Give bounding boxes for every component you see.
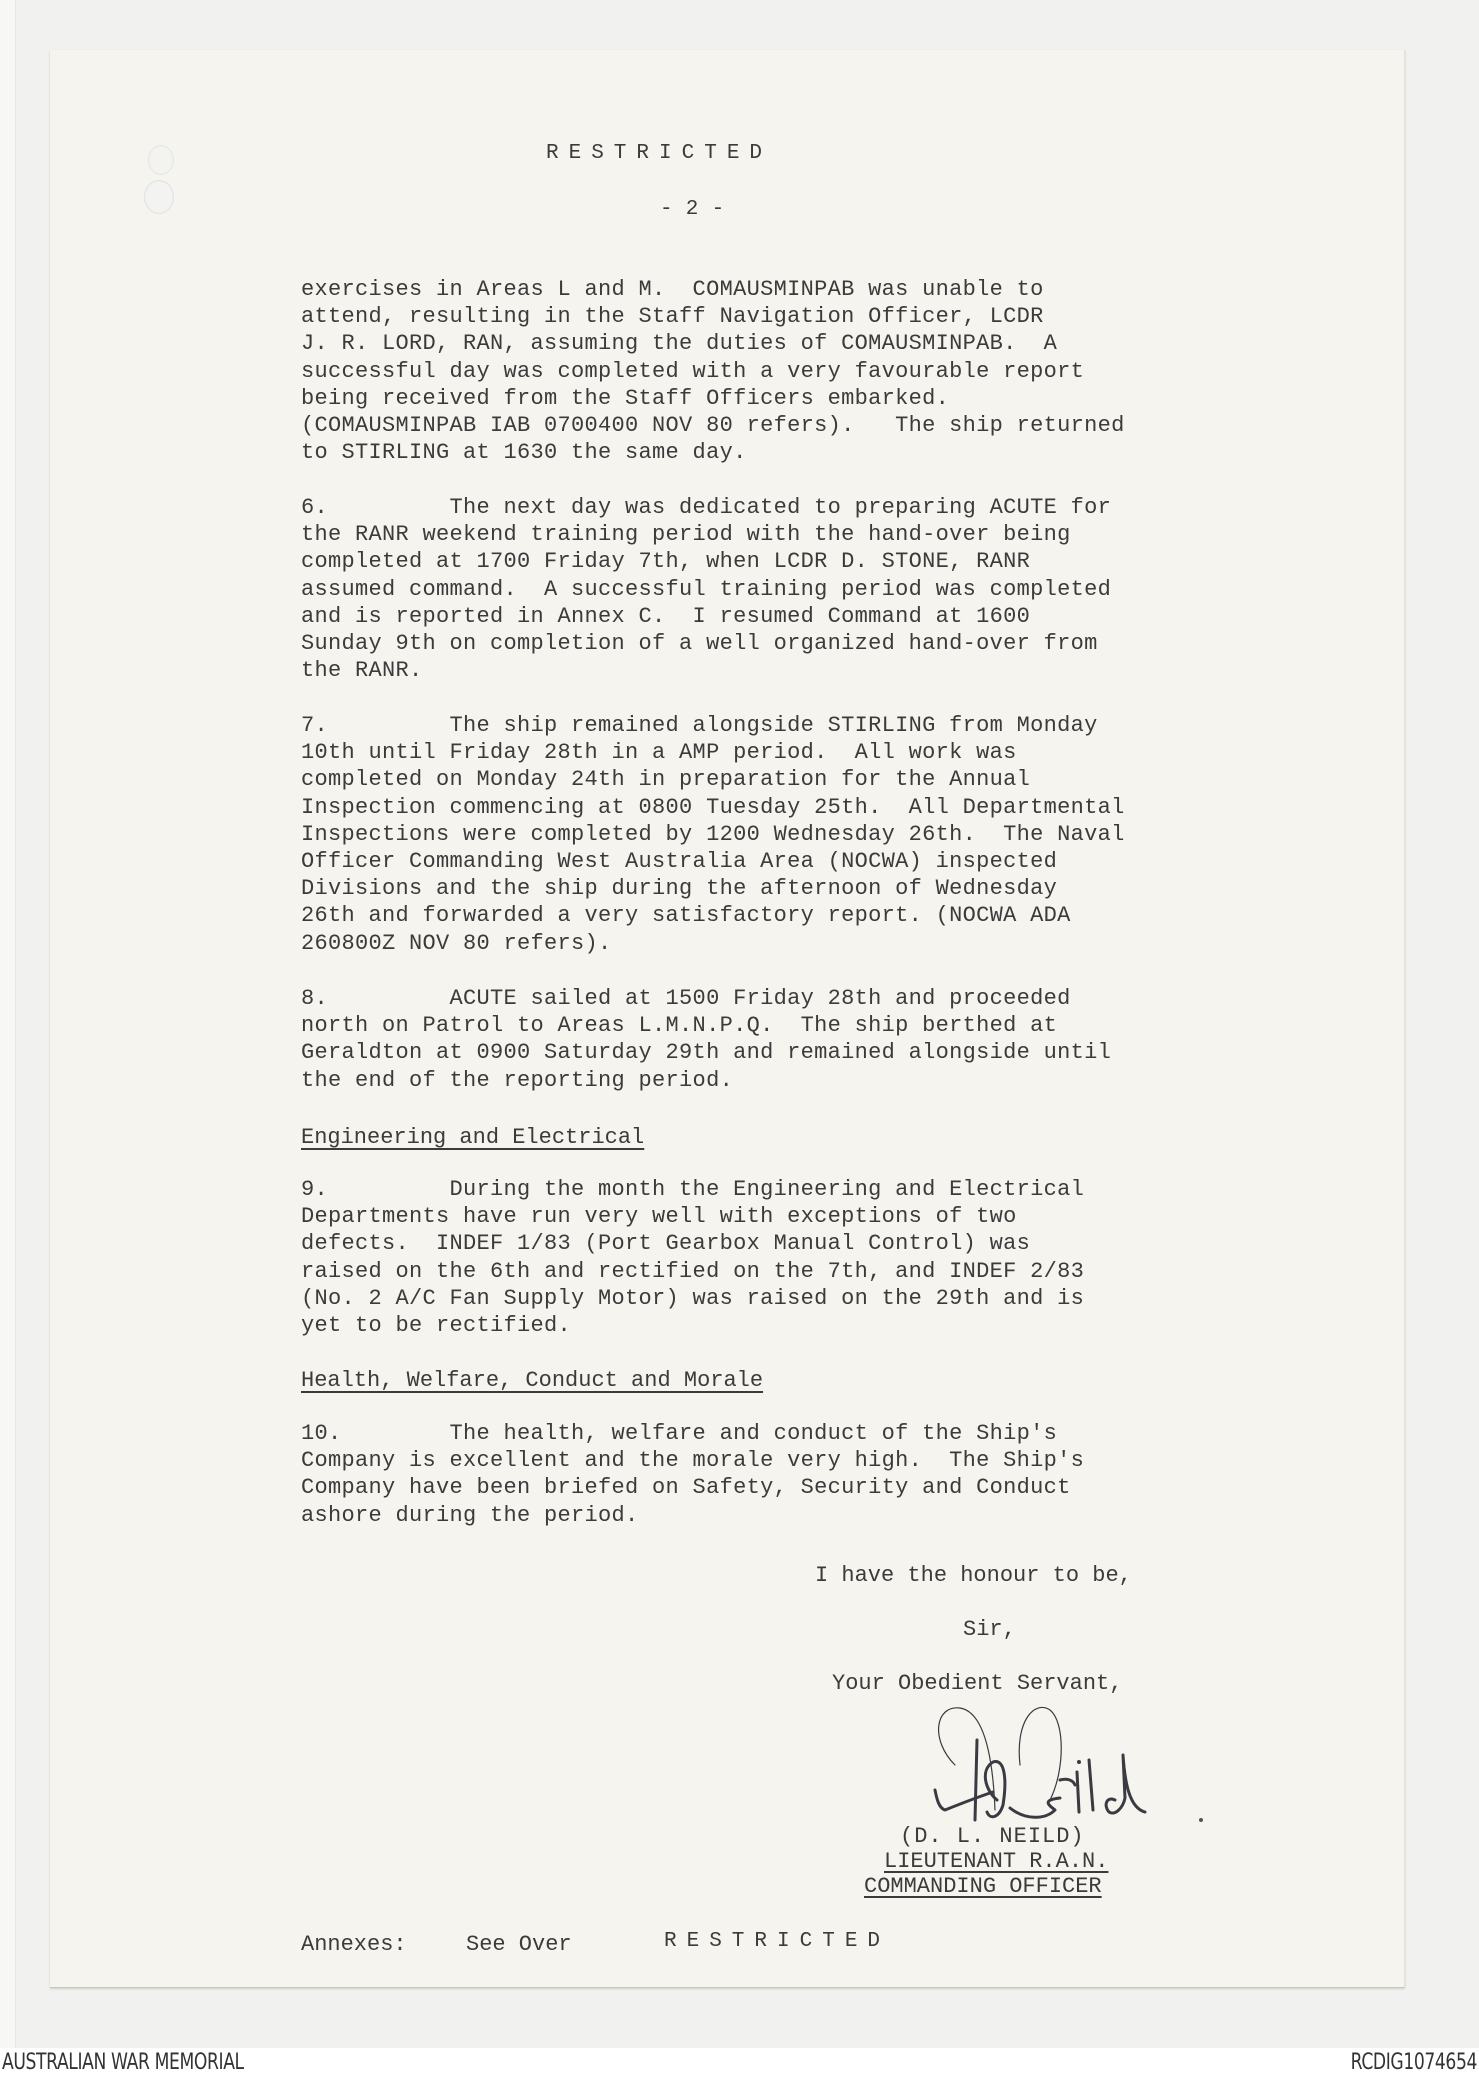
classification-footer: RESTRICTED (664, 1930, 891, 1953)
text-line: being received from the Staff Officers embarked. (301, 385, 950, 411)
paragraph-continued (301, 276, 1125, 466)
handwritten-signature (915, 1700, 1165, 1840)
text-line: raised on the 6th and rectified on the 7th, and INDEF 2/83 (301, 1258, 1085, 1284)
closing-servant: Your Obedient Servant, (832, 1671, 1123, 1696)
text-line: Inspections were completed by 1200 Wednesday 26th. The Naval (301, 821, 1125, 847)
paragraph-7 (301, 712, 1125, 957)
text-line: Geraldton at 0900 Saturday 29th and remained alongside until (301, 1040, 1112, 1066)
paragraph-9 (301, 1176, 1084, 1339)
text-line: completed at 1700 Friday 7th, when LCDR D. STONE, RANR (301, 549, 1031, 575)
text-line: 260800Z NOV 80 refers). (301, 930, 612, 956)
text-line: 6. The next day was dedicated to preparing ACUTE for (301, 495, 1112, 520)
punch-hole-icon (148, 145, 174, 175)
text-line: to STIRLING at 1630 the same day. (301, 440, 747, 466)
text-line: (No. 2 A/C Fan Supply Motor) was raised on the 29th and is (301, 1285, 1085, 1311)
paragraph-6 (301, 494, 1111, 684)
text-line: Officer Commanding West Australia Area (NOCWA) inspected (301, 849, 1058, 875)
text-line: the RANR weekend training period with the hand-over being (301, 522, 1071, 548)
text-line: 10th until Friday 28th in a AMP period. All work was (301, 740, 1017, 766)
closing-sir: Sir, (963, 1617, 1016, 1642)
text-line: J. R. LORD, RAN, assuming the duties of COMAUSMINPAB. A (301, 331, 1058, 357)
ink-dot (1199, 1818, 1203, 1822)
paragraph-8 (301, 985, 1111, 1094)
text-line: the end of the reporting period. (301, 1067, 734, 1093)
signatory-rank: LIEUTENANT R.A.N. (884, 1849, 1109, 1874)
text-line: Company have been briefed on Safety, Security and Conduct (301, 1475, 1071, 1501)
archive-institution: AUSTRALIAN WAR MEMORIAL (2, 2050, 244, 2075)
heading-health: Health, Welfare, Conduct and Morale (301, 1368, 764, 1393)
classification-header: RESTRICTED (546, 142, 773, 165)
text-line: defects. INDEF 1/83 (Port Gearbox Manual Control) was (301, 1231, 1031, 1257)
signatory-name: (D. L. NEILD) (900, 1824, 1085, 1849)
text-line: and is reported in Annex C. I resumed Command at 1600 (301, 603, 1031, 629)
signatory-title: COMMANDING OFFICER (864, 1874, 1102, 1899)
text-line: Divisions and the ship during the afternoon of Wednesday (301, 876, 1058, 902)
text-line: ashore during the period. (301, 1502, 639, 1528)
text-line: north on Patrol to Areas L.M.N.P.Q. The ship berthed at (301, 1013, 1058, 1039)
text-line: Sunday 9th on completion of a well organized hand-over from (301, 631, 1098, 657)
text-line: 10. The health, welfare and conduct of the Ship's (301, 1421, 1058, 1446)
text-line: Departments have run very well with exceptions of two (301, 1204, 1017, 1230)
text-line: yet to be rectified. (301, 1313, 572, 1339)
text-line: successful day was completed with a very favourable report (301, 358, 1085, 384)
text-line: 26th and forwarded a very satisfactory report. (NOCWA ADA (301, 903, 1071, 929)
text-line: assumed command. A successful training period was completed (301, 576, 1112, 602)
text-line: attend, resulting in the Staff Navigation Officer, LCDR (301, 304, 1044, 330)
annexes-label: Annexes: (301, 1932, 407, 1957)
page-number: - 2 - (660, 198, 725, 221)
text-line: 8. ACUTE sailed at 1500 Friday 28th and proceeded (301, 986, 1071, 1011)
text-line: Company is excellent and the morale very high. The Ship's (301, 1448, 1085, 1474)
text-line: Inspection commencing at 0800 Tuesday 25th. All Departmental (301, 794, 1125, 820)
text-line: completed on Monday 24th in preparation for the Annual (301, 767, 1031, 793)
paragraph-10 (301, 1420, 1084, 1529)
annexes-value: See Over (466, 1932, 572, 1957)
text-line: 9. During the month the Engineering and Electrical (301, 1177, 1085, 1202)
text-line: exercises in Areas L and M. COMAUSMINPAB was unable to (301, 277, 1044, 302)
text-line: 7. The ship remained alongside STIRLING from Monday (301, 713, 1098, 738)
closing-honour: I have the honour to be, (815, 1563, 1132, 1588)
scan-edge-strip (0, 0, 16, 2048)
text-line: (COMAUSMINPAB IAB 0700400 NOV 80 refers). The ship returned (301, 413, 1125, 439)
punch-hole-icon (144, 180, 174, 214)
heading-engineering: Engineering and Electrical (301, 1125, 645, 1150)
text-line: the RANR. (301, 658, 423, 684)
archive-record-id: RCDIG1074654 (1350, 2050, 1477, 2075)
